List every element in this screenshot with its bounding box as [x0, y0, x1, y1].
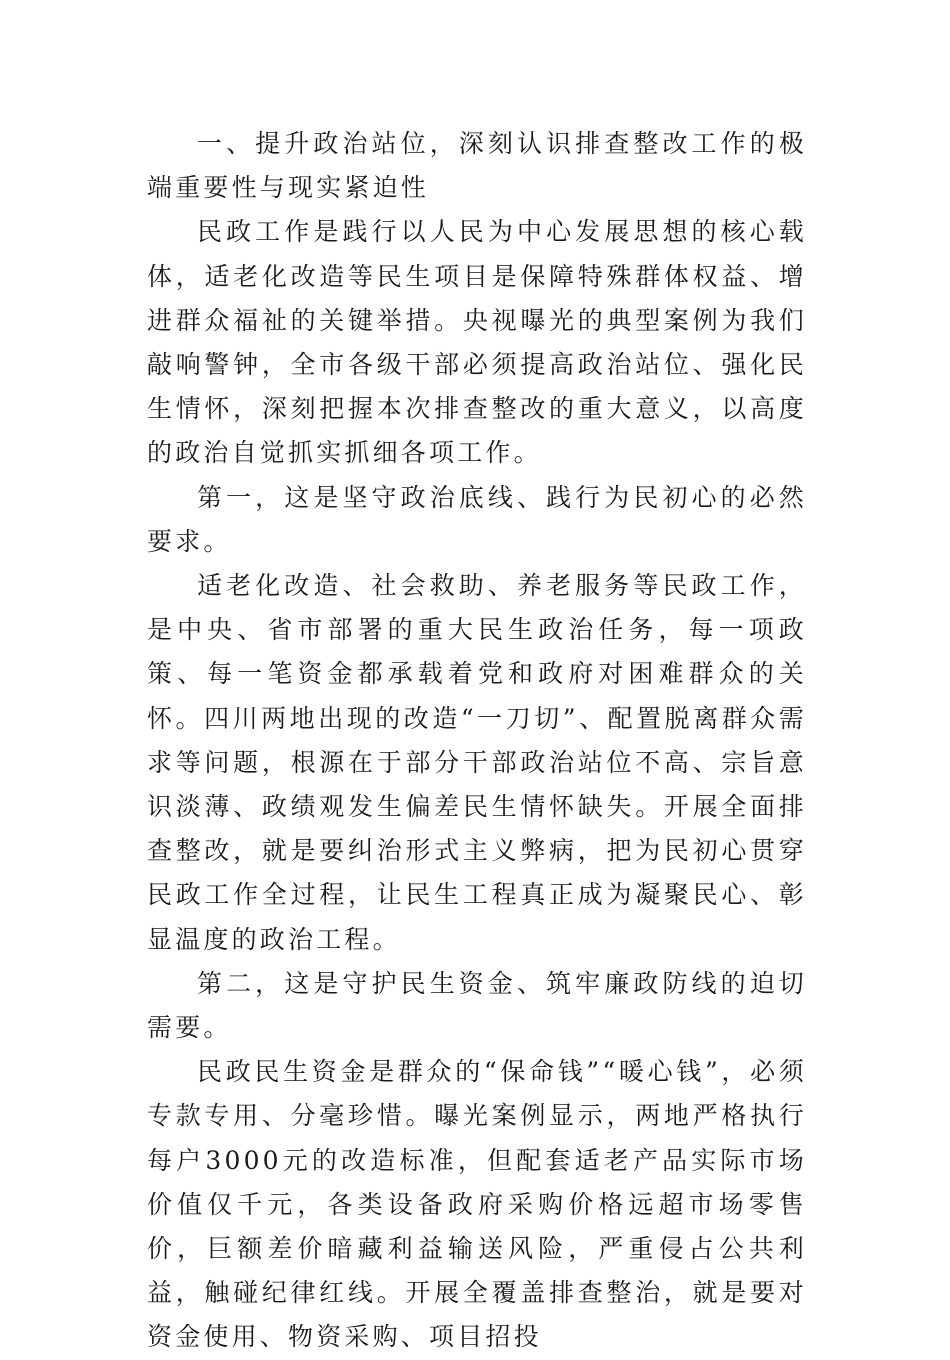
section-heading: 一、提升政治站位，深刻认识排查整改工作的极端重要性与现实紧迫性: [147, 129, 807, 203]
body-paragraph: 民政民生资金是群众的“保命钱”“暖心钱”，必须专款专用、分毫珍惜。曝光案例显示，两地严格执行每户3000元的改造标准，但配套适老产品实际市场价值仅千元，各类设备政府采购价格远超市场零售价，巨额差价暗藏利益输送风险，严重侵占公共利益，触碰纪律红线。开展全覆盖排查整治，就是要对资金使用、物资采购、项目招投: [147, 1057, 807, 1352]
point-heading-second: 第二，这是守护民生资金、筑牢廉政防线的迫切需要。: [147, 968, 807, 1043]
point-heading-first: 第一，这是坚守政治底线、践行为民初心的必然要求。: [147, 482, 807, 556]
document-body: [147, 122, 807, 1360]
body-paragraph: 民政工作是践行以人民为中心发展思想的核心载体，适老化改造等民生项目是保障特殊群体权益、增进群众福祉的关键举措。央视曝光的典型案例为我们敲响警钟，全市各级干部必须提高政治站位、强化民生情怀，深刻把握本次排查整改的重大意义，以高度的政治自觉抓实抓细各项工作。: [147, 217, 807, 468]
body-paragraph: 适老化改造、社会救助、养老服务等民政工作，是中央、省市部署的重大民生政治任务，每一项政策、每一笔资金都承载着党和政府对困难群众的关怀。四川两地出现的改造“一刀切”、配置脱离群众需求等问题，根源在于部分干部政治站位不高、宗旨意识淡薄、政绩观发生偏差民生情怀缺失。开展全面排查整改，就是要纠治形式主义弊病，把为民初心贯穿民政工作全过程，让民生工程真正成为凝聚民心、彰显温度的政治工程。: [147, 571, 807, 954]
